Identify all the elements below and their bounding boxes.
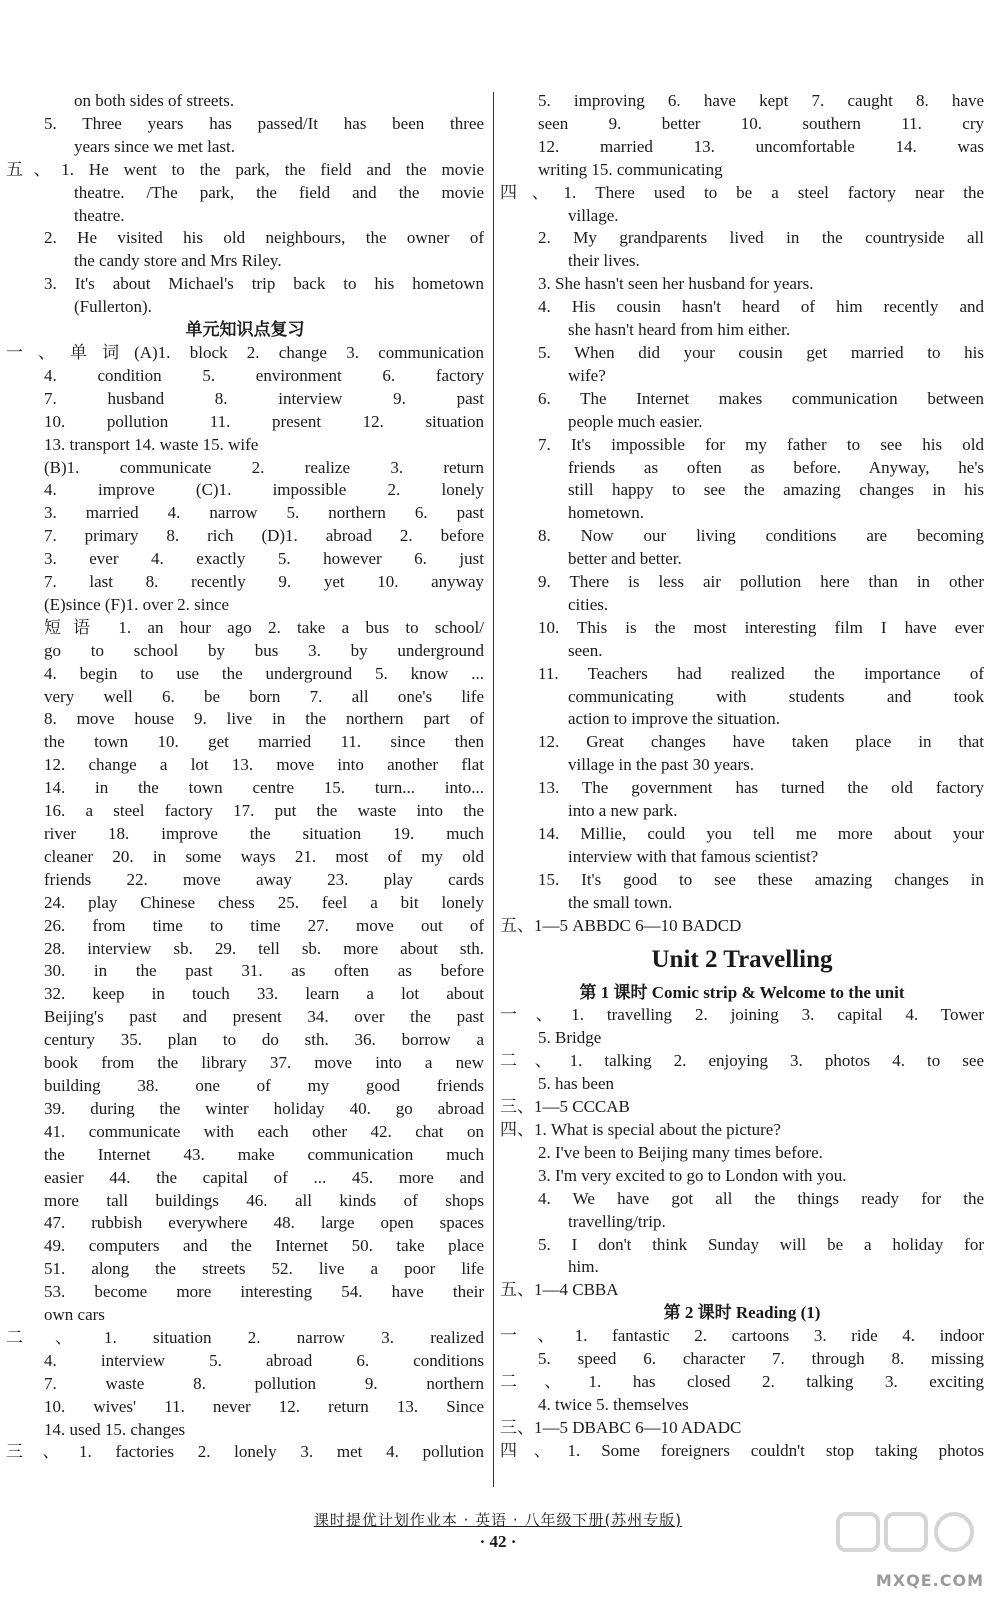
left-column-line: century 35. plan to do sth. 36. borrow a [44, 1030, 484, 1050]
right-column-line: Unit 2 Travelling [651, 945, 833, 973]
left-column-line: cleaner 20. in some ways 21. most of my old [44, 846, 484, 866]
left-column-line: 41. communicate with each other 42. chat on [44, 1121, 484, 1141]
left-column-line: 短语 1. an hour ago 2. take a bus to school/ [44, 617, 484, 637]
right-column-line: people much easier. [568, 411, 703, 431]
right-column-line: still happy to see the amazing changes in his [568, 480, 984, 500]
right-column-line: 五、1—4 CBBA [500, 1280, 619, 1300]
left-column-line: more tall buildings 46. all kinds of shops [44, 1190, 484, 1210]
right-column-line: 二、1. has closed 2. talking 3. exciting [500, 1371, 984, 1391]
left-column-line: years since we met last. [74, 136, 235, 156]
left-column-line: 28. interview sb. 29. tell sb. more about sth. [44, 938, 484, 958]
left-column-line: 7. primary 8. rich (D)1. abroad 2. before [44, 526, 484, 546]
right-column-line: the small town. [568, 892, 673, 912]
left-column-line: (B)1. communicate 2. realize 3. return [44, 457, 484, 477]
right-column-line: 四、1. Some foreigners couldn't stop taking photos [500, 1440, 984, 1460]
right-column-line: 一、1. travelling 2. joining 3. capital 4. Tower [500, 1005, 984, 1025]
right-column-line: 12. Great changes have taken place in that [538, 732, 984, 752]
right-column-line: seen 9. better 10. southern 11. cry [538, 113, 984, 133]
right-column-line: 4. We have got all the things ready for the [538, 1188, 984, 1208]
left-column-line: go to school by bus 3. by underground [44, 640, 484, 660]
right-column-line: 5. improving 6. have kept 7. caught 8. have [538, 91, 984, 110]
watermark-logo-icon [828, 1508, 988, 1578]
right-column-line: friends as often as before. Anyway, he's [568, 457, 984, 477]
left-column-line: (Fullerton). [74, 297, 152, 317]
left-column-line: 10. pollution 11. present 12. situation [44, 411, 484, 431]
left-column-line: friends 22. move away 23. play cards [44, 869, 484, 889]
left-column-line: 12. change a lot 13. move into another flat [44, 755, 484, 775]
right-column-line: their lives. [568, 251, 640, 271]
watermark-text: MXQE.COM [875, 1571, 984, 1590]
right-column-line: 四、1. What is special about the picture? [500, 1119, 781, 1139]
left-column-line: 24. play Chinese chess 25. feel a bit lonely [44, 892, 484, 912]
right-column-line: she hasn't heard from him either. [568, 320, 791, 340]
left-column-line: 4. interview 5. abroad 6. conditions [44, 1350, 484, 1370]
left-column-line: 51. along the streets 52. live a poor life [44, 1259, 484, 1279]
right-column-line: better and better. [568, 549, 682, 569]
right-column-line: 12. married 13. uncomfortable 14. was [538, 136, 984, 156]
left-column-line: 7. waste 8. pollution 9. northern [44, 1373, 484, 1393]
right-column-line: 5. When did your cousin get married to his [538, 342, 984, 362]
left-column-line: 7. last 8. recently 9. yet 10. anyway [44, 572, 484, 592]
left-column-line: 4. condition 5. environment 6. factory [44, 365, 484, 385]
left-column-line: 39. during the winter holiday 40. go abroad [44, 1098, 484, 1118]
footer-page-number: · 42 · [479, 1532, 517, 1551]
left-column-line: river 18. improve the situation 19. much [44, 824, 484, 843]
left-column-line: theatre. /The park, the field and the movie [74, 182, 484, 202]
column-divider [493, 92, 494, 1487]
left-column-line: 单元知识点复习 [185, 320, 305, 341]
right-column-line: 15. It's good to see these amazing changes in [538, 869, 984, 889]
right-column-line: 5. I don't think Sunday will be a holiday for [538, 1234, 984, 1254]
right-column-line: him. [568, 1257, 599, 1277]
right-column-line: seen. [568, 640, 603, 660]
right-column-line: 3. She hasn't seen her husband for years. [538, 274, 814, 294]
right-column-line: village. [568, 205, 619, 225]
left-column-line: own cars [44, 1305, 105, 1325]
right-column-line: writing 15. communicating [538, 159, 723, 179]
left-column-line: 3. ever 4. exactly 5. however 6. just [44, 549, 484, 569]
left-column-line: 26. from time to time 27. move out of [44, 915, 484, 935]
left-column [6, 90, 484, 1464]
left-column-line: 2. He visited his old neighbours, the owner of [44, 228, 484, 248]
left-column-line: the candy store and Mrs Riley. [74, 251, 282, 271]
left-column-line: 16. a steel factory 17. put the waste into the [44, 801, 484, 821]
right-column-line: 7. It's impossible for my father to see his old [538, 434, 984, 454]
right-column-line: 四、1. There used to be a steel factory near the [500, 182, 984, 202]
left-column-line: 49. computers and the Internet 50. take place [44, 1236, 484, 1256]
left-column-line: 30. in the past 31. as often as before [44, 961, 484, 981]
left-column-line: Beijing's past and present 34. over the past [44, 1007, 484, 1027]
left-column-line: 5. Three years has passed/It has been three [44, 113, 484, 133]
right-column-line: 11. Teachers had realized the importance of [538, 663, 984, 683]
right-column-line: wife? [568, 365, 606, 385]
right-column-line: 2. I've been to Beijing many times before. [538, 1142, 823, 1162]
right-column-line: 13. The government has turned the old factory [538, 778, 984, 798]
right-column-line: interview with that famous scientist? [568, 846, 819, 866]
left-column-line: 14. used 15. changes [44, 1419, 186, 1439]
right-column-line: 3. I'm very excited to go to London with you. [538, 1165, 847, 1185]
left-column-line: 7. husband 8. interview 9. past [44, 388, 484, 408]
left-column-line: 47. rubbish everywhere 48. large open spaces [44, 1213, 484, 1233]
right-column-line: 8. Now our living conditions are becoming [538, 526, 984, 546]
left-column-line: 3. It's about Michael's trip back to his hometown [44, 274, 484, 294]
right-column-line: 10. This is the most interesting film I have ever [538, 617, 984, 637]
right-column-line: 2. My grandparents lived in the countryside all [538, 228, 984, 248]
left-column-line: 32. keep in touch 33. learn a lot about [44, 984, 484, 1004]
right-column [500, 90, 984, 1463]
left-column-line: theatre. [74, 205, 125, 225]
right-column-line: 五、1—5 ABBDC 6—10 BADCD [500, 915, 742, 935]
right-column-line: 一、1. fantastic 2. cartoons 3. ride 4. indoor [500, 1326, 984, 1346]
left-column-line: on both sides of streets. [74, 91, 235, 110]
left-column-line: 一、单词(A)1. block 2. change 3. communication [6, 342, 484, 362]
right-column-line: travelling/trip. [568, 1211, 666, 1231]
right-column-line: hometown. [568, 503, 645, 523]
left-column-line: the Internet 43. make communication much [44, 1144, 484, 1164]
right-column-line: action to improve the situation. [568, 709, 780, 729]
right-column-line: cities. [568, 594, 609, 614]
left-column-line: 三、1. factories 2. lonely 3. met 4. pollution [6, 1442, 484, 1462]
left-column-line: book from the library 37. move into a new [44, 1053, 484, 1073]
right-column-line: 4. His cousin hasn't heard of him recently and [538, 297, 984, 317]
left-column-line: 10. wives' 11. never 12. return 13. Since [44, 1396, 484, 1416]
left-column-line: 13. transport 14. waste 15. wife [44, 434, 259, 454]
right-column-line: 二、1. talking 2. enjoying 3. photos 4. to see [500, 1051, 984, 1071]
left-column-line: the town 10. get married 11. since then [44, 732, 484, 752]
right-column-line: 第 1 课时 Comic strip & Welcome to the unit [579, 982, 905, 1002]
right-column-line: communicating with students and took [568, 686, 984, 706]
right-column-line: 14. Millie, could you tell me more about your [538, 824, 984, 843]
left-column-line: 53. become more interesting 54. have their [44, 1282, 484, 1302]
right-column-line: 5. has been [538, 1074, 615, 1094]
left-column-line: very well 6. be born 7. all one's life [44, 686, 484, 706]
right-column-line: 6. The Internet makes communication between [538, 388, 984, 408]
right-column-line: into a new park. [568, 801, 678, 821]
left-column-line: 五、1. He went to the park, the field and the movie [6, 159, 484, 179]
right-column-line: 三、1—5 CCCAB [500, 1097, 630, 1117]
left-column-line: (E)since (F)1. over 2. since [44, 594, 230, 614]
left-column-line: 8. move house 9. live in the northern part of [44, 709, 484, 729]
left-column-line: 4. improve (C)1. impossible 2. lonely [44, 480, 484, 500]
right-column-line: village in the past 30 years. [568, 755, 755, 775]
right-column-line: 5. speed 6. character 7. through 8. missing [538, 1349, 984, 1369]
right-column-line: 三、1—5 DBABC 6—10 ADADC [500, 1417, 742, 1437]
left-column-line: building 38. one of my good friends [44, 1075, 484, 1095]
left-column-line: 二、1. situation 2. narrow 3. realized [6, 1327, 484, 1347]
right-column-line: 5. Bridge [538, 1028, 602, 1048]
right-column-line: 第 2 课时 Reading (1) [663, 1303, 821, 1323]
right-column-line: 4. twice 5. themselves [538, 1394, 689, 1414]
left-column-line: easier 44. the capital of ... 45. more and [44, 1167, 484, 1187]
footer-book-title: 课时提优计划作业本 · 英语 · 八年级下册(苏州专版) [313, 1511, 683, 1529]
right-column-line: 9. There is less air pollution here than in other [538, 572, 984, 592]
left-column-line: 3. married 4. narrow 5. northern 6. past [44, 503, 484, 523]
left-column-line: 4. begin to use the underground 5. know ... [44, 663, 484, 683]
left-column-line: 14. in the town centre 15. turn... into... [44, 778, 484, 798]
